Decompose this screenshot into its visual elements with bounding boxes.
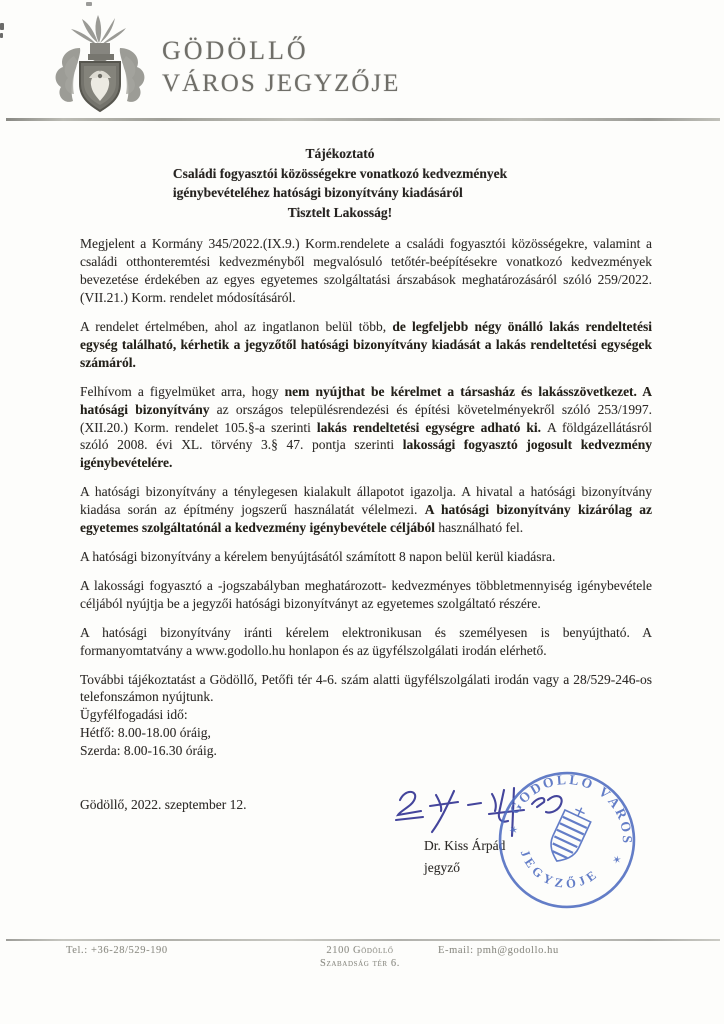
salutation: Tisztelt Lakosság! (287, 204, 393, 220)
heading-line: Tájékoztató (305, 146, 375, 161)
letter-heading (80, 144, 652, 222)
footer-email: E-mail: pmh@godollo.hu (438, 945, 559, 956)
scan-artifact (0, 23, 4, 30)
organization-role: VÁROS JEGYZŐJE (162, 70, 401, 97)
body-paragraph: További tájékoztatást a Gödöllő, Petőfi tér 4-6. szám alatti ügyfélszolgálati irodán vagy a 28/529-246-os telefonszámon nyújtunk. (80, 671, 652, 705)
footer-divider (6, 939, 720, 941)
scan-artifact (0, 33, 3, 38)
footer-phone: Tel.: +36-28/529-190 (66, 945, 168, 956)
coat-of-arms-icon (44, 12, 158, 120)
body-paragraph: Ügyfélfogadási idő: (80, 707, 188, 723)
body-paragraph: Felhívom a figyelmüket arra, hogy nem nyújthat be kérelmet a társasház és lakásszövetkezet. A hatósági bizonyítvány az országos településrendezési és építési követelményekről szóló 253/1997.(XII.20.) Korm. rendelet 105.§-a szerinti lakás rendeltetési egységre adható ki. A földgázellátásról szóló 2008. évi XL. törvény 3.§ 47. pontja szerinti lakossági fogyasztó jogosult kedvezmény igénybevételére. (80, 383, 653, 471)
body-paragraph: A rendelet értelmében, ahol az ingatlanon belül több, de legfeljebb négy önálló lakás rendeltetési egység található, kérhetik a jegyzőtől hatósági bizonyítvány kiadását a lakás rendeltetési egységek számáról. (80, 319, 652, 370)
stamp-star-icon: ✶ (610, 853, 623, 868)
body-paragraph: Hétfő: 8.00-18.00 óráig, (80, 725, 211, 741)
body-paragraph: A hatósági bizonyítvány a kérelem benyújtásától számított 8 napon belül kerül kiadásra. (80, 548, 556, 564)
header-divider (6, 118, 720, 121)
body-paragraph: A lakossági fogyasztó a -jogszabályban meghatározott- kedvezményes többletmennyiség igénybevétele céljából nyújtja be a jegyzői hatósági bizonyítványt az egyetemes szolgáltató részére. (80, 577, 652, 611)
stamp-star-icon: ✶ (507, 823, 520, 839)
organization-title (162, 34, 400, 100)
signer-name: Dr. Kiss Árpád (424, 838, 506, 853)
heading-line: igénybevételéhez hatósági bizonyítvány kiadásáról (172, 185, 463, 201)
heading-subject (173, 164, 507, 203)
heading-line: Családi fogyasztói közösségekre vonatkozó kedvezmények (172, 165, 508, 181)
letter-body (80, 235, 652, 760)
signer-block (424, 835, 505, 879)
body-paragraph: Szerda: 8.00-16.30 óráig. (80, 743, 217, 759)
stamp-group (496, 769, 638, 911)
stamp-bottom-text: JEGYZŐJE (517, 847, 603, 892)
organization-name: GÖDÖLLŐ (162, 36, 309, 65)
dateline: Gödöllő, 2022. szeptember 12. (80, 797, 247, 813)
footer-address-street: Szabadság tér 6. (320, 958, 400, 969)
footer-address-city: 2100 Gödöllő (326, 945, 394, 956)
body-paragraph: A hatósági bizonyítvány iránti kérelem elektronikusan és személyesen is benyújtható. A formanyomtatvány a www.godollo.hu honlapon és az ügyfélszolgálati irodán elérhető. (80, 624, 652, 658)
stamp-coat-of-arms-icon (544, 802, 595, 867)
signer-title: jegyző (424, 860, 460, 875)
body-paragraph: Megjelent a Kormány 345/2022.(IX.9.) Korm.rendelete a családi fogyasztói közösségekre, valamint a családi otthonteremtési kedvezményből megvalósuló tetőtér-beépítésekre vonatkozó kedvezmények bevezetése érdekében az egyes egyetemes szolgáltatási árszabások meghatározásáról szóló 259/2022.(VII.21.) Korm. rendelet módosításáról. (80, 236, 652, 306)
stamp-top-text: GÖDÖLLŐ VÁROS (506, 771, 635, 846)
scan-artifact (86, 2, 92, 6)
official-stamp (496, 769, 638, 911)
letter-content (80, 144, 652, 814)
body-paragraph: A hatósági bizonyítvány a ténylegesen kialakult állapotot igazolja. A hivatal a hatósági bizonyítvány kiadása során az építmény jogszerű használatát vélelmezi. A hatósági bizonyítvány kizárólag az egyetemes szolgáltatónál a kedvezmény igénybevétele céljából használható fel. (80, 484, 652, 536)
